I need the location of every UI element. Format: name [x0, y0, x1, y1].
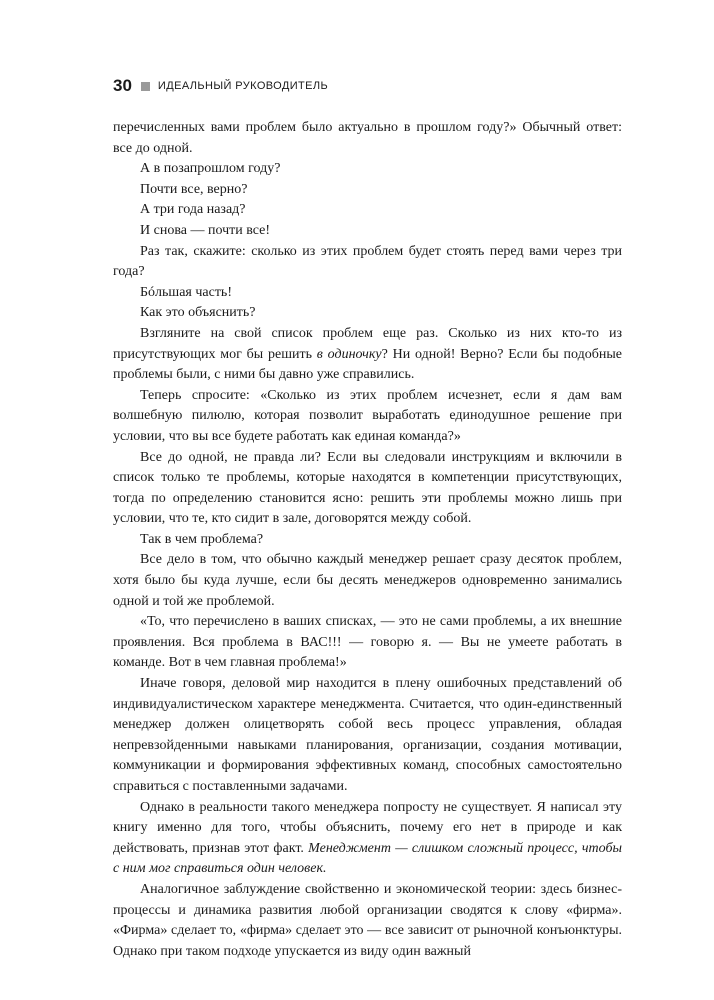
running-header — [113, 76, 328, 96]
paragraph: Теперь спросите: «Сколько из этих проблем исчезнет, если я дам вам волшебную пилюлю, которая позволит выработать единодушное решение при условии, что вы все будете работать как единая команда?» — [113, 387, 622, 444]
running-title: ИДЕАЛЬНЫЙ РУКОВОДИТЕЛЬ — [157, 80, 329, 92]
paragraph: «То, что перечислено в ваших списках, — это не сами проблемы, а их внешние проявления. Вся проблема в ВАС!!! — говорю я. — Вы не умеете работать в команде. Вот в чем главная проблема!» — [113, 614, 622, 671]
paragraph: Все до одной, не правда ли? Если вы следовали инструкциям и включили в список только те проблемы, которые находятся в компетенции присутствующих, тогда по определению становится ясно: решить эти проблемы можно лишь при условии, что те, кто сидит в зале, договорятся между собой. — [113, 449, 622, 527]
page-body — [113, 118, 622, 962]
paragraph: Раз так, скажите: сколько из этих проблем будет стоять перед вами через три года? — [113, 243, 622, 280]
paragraph: Взгляните на свой список проблем еще раз. Сколько из них кто-то из присутствующих мог бы решить в одиночку? Ни одной! Верно? Если бы подобные проблемы были, с ними бы давно уже справились. — [113, 325, 623, 383]
paragraph: Все дело в том, что обычно каждый менеджер решает сразу десяток проблем, хотя было бы куда лучше, если бы десять менеджеров одновременно занимались одной и той же проблемой. — [113, 552, 622, 609]
paragraph: А три года назад? — [140, 202, 246, 218]
paragraph: Почти все, верно? — [140, 181, 248, 197]
paragraph: А в позапрошлом году? — [140, 161, 281, 177]
paragraph: перечисленных вами проблем было актуально в прошлом году?» Обычный ответ: все до одной. — [113, 120, 622, 156]
paragraph: Однако в реальности такого менеджера попросту не существует. Я написал эту книгу именно для того, чтобы объяснить, почему его нет в природе и как действовать, признав этот факт. Менеджмент — слишком сложный процесс, чтобы с ним мог справиться один человек. — [113, 799, 622, 877]
paragraph: Так в чем проблема? — [140, 531, 264, 547]
paragraph: Иначе говоря, деловой мир находится в плену ошибочных представлений об индивидуалистическом характере менеджмента. Считается, что один-единственный менеджер должен олицетворять собой весь процесс управления, обладая непревзойденными навыками планирования, организации, создания мотивации, коммуникации и формирования эффективных команд, способных самостоятельно справиться с поставленными задачами. — [113, 676, 622, 794]
paragraph: Аналогичное заблуждение свойственно и экономической теории: здесь бизнес-процессы и динамика развития любой организации сводятся к слову «фирма». «Фирма» сделает то, «фирма» сделает это — все зависит от рыночной конъюнктуры. Однако при таком подходе упускается из виду один важный — [113, 881, 622, 959]
page-number: 30 — [113, 76, 132, 95]
paragraph: И снова — почти все! — [140, 222, 271, 238]
emphasis: Менеджмент — слишком сложный процесс, чтобы с ним мог справиться один человек. — [113, 840, 622, 877]
paragraph: Бóльшая часть! — [140, 284, 232, 300]
paragraph: Как это объяснить? — [140, 305, 256, 321]
separator-square-icon — [141, 82, 150, 91]
emphasis: в одиночку — [316, 346, 382, 362]
